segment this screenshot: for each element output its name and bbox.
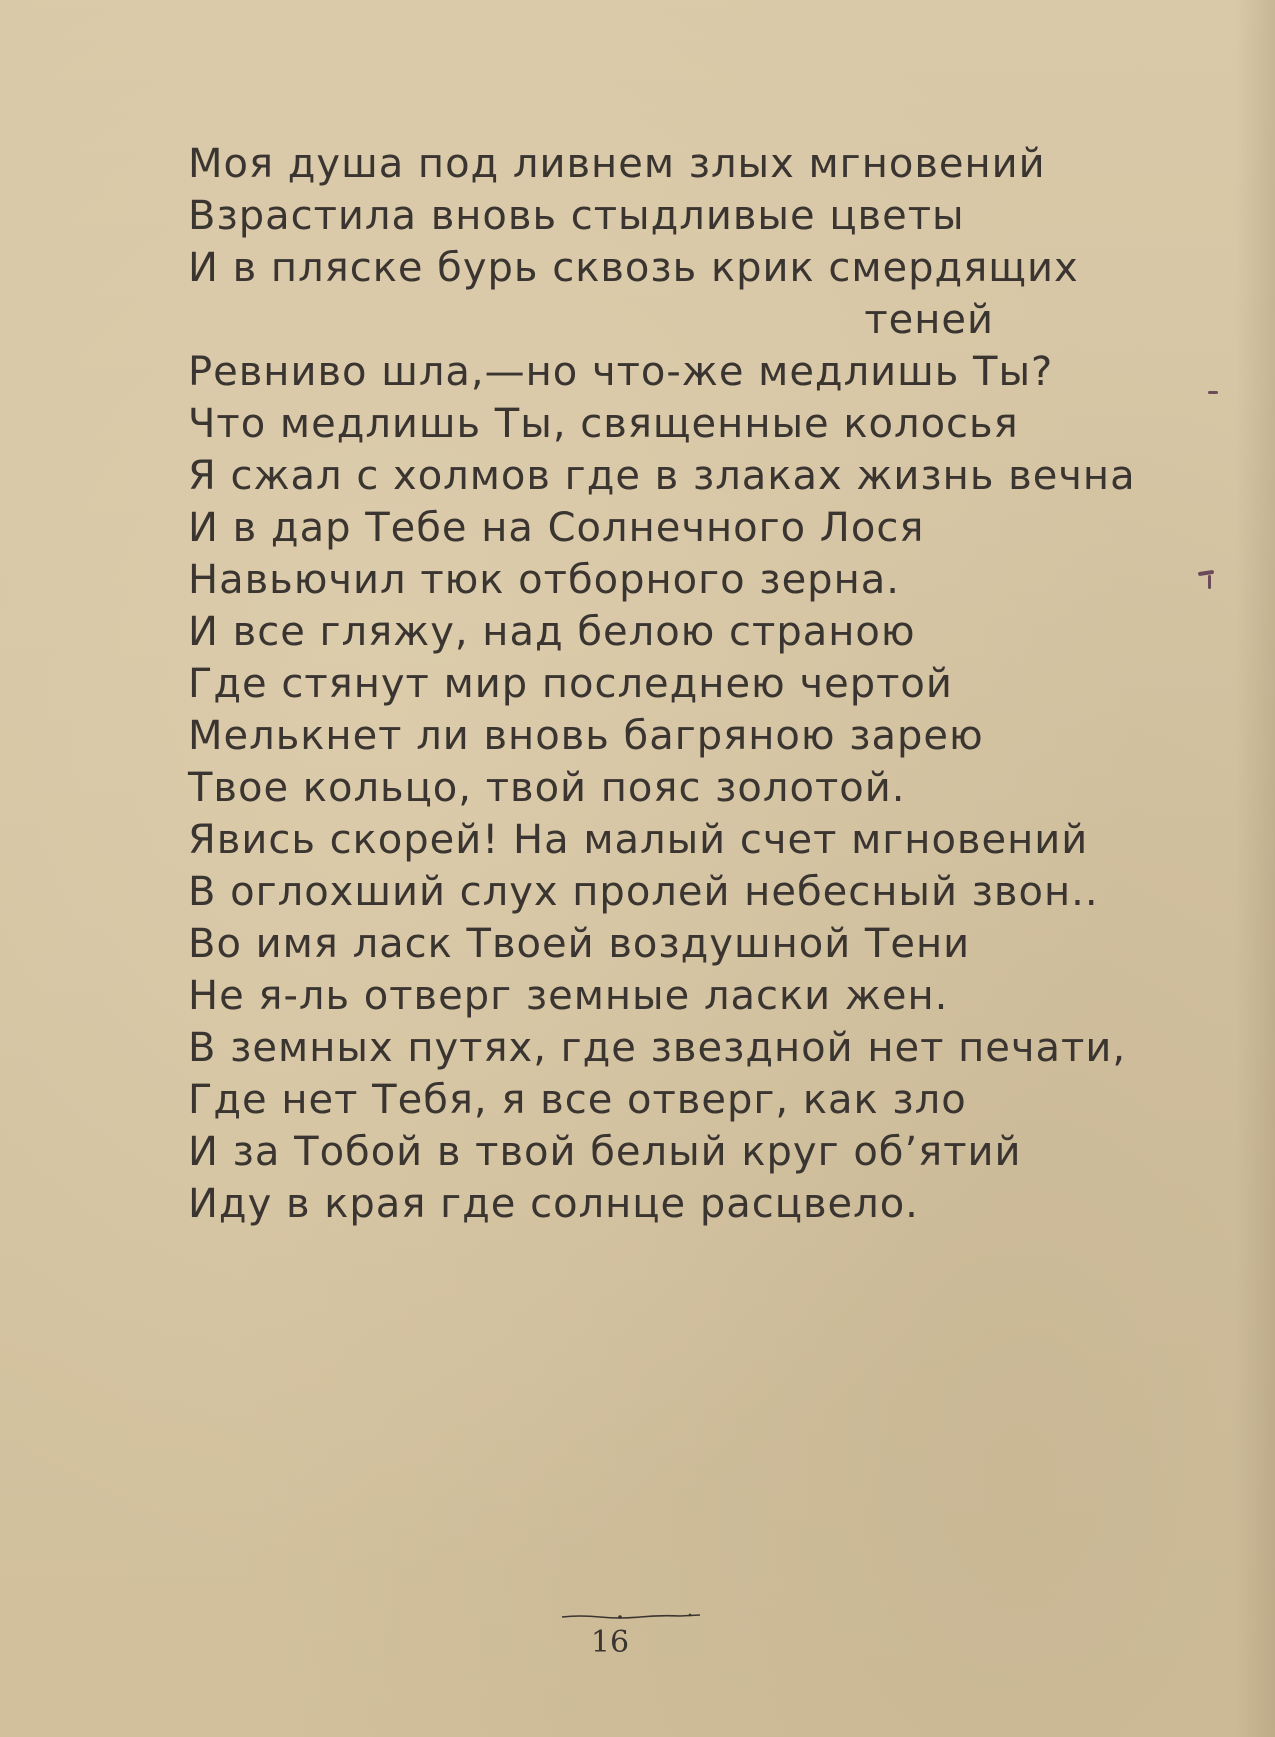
poem-line: Где стянут мир последнею чертой: [188, 661, 953, 707]
poem-line: Навьючил тюк отборного зерна.: [188, 557, 900, 603]
poem-line: Явись скорей! На малый счет мгновений: [188, 817, 1089, 863]
poem-line: Где нет Тебя, я все отверг, как зло: [188, 1077, 967, 1123]
poem-line: Взрастила вновь стыдливые цветы: [188, 193, 965, 239]
ink-speck: [1208, 575, 1211, 589]
poem-text: [188, 138, 1136, 1230]
poem-line: И в пляске бурь сквозь крик смердящих: [188, 245, 1079, 291]
poem-line: И все гляжу, над белою страною: [188, 609, 916, 655]
poem-line: Ревниво шла,—но что-же медлишь Ты?: [188, 349, 1054, 395]
poem-line: И за Тобой в твой белый круг об’ятий: [188, 1129, 1022, 1175]
poem-line: Мелькнет ли вновь багряною зарею: [188, 713, 984, 759]
poem-line: Не я-ль отверг земные ласки жен.: [188, 973, 949, 1019]
poem-line: В оглохший слух пролей небесный звон..: [188, 869, 1099, 915]
poem-line: И в дар Тебе на Солнечного Лося: [188, 505, 925, 551]
page-number: 16: [590, 1625, 630, 1660]
ink-speck: [1208, 391, 1218, 394]
poem-line: В земных путях, где звездной нет печати,: [188, 1025, 1127, 1071]
poem-line-continuation: теней: [864, 297, 994, 343]
poem-line: Твое кольцо, твой пояс золотой.: [188, 765, 906, 811]
poem-line: Во имя ласк Твоей воздушной Тени: [188, 921, 971, 967]
page-edge-shadow: [1235, 0, 1275, 1737]
ink-speck: [1198, 570, 1214, 576]
poem-line: Что медлишь Ты, священные колосья: [188, 401, 1019, 447]
poem-line: Моя душа под ливнем злых мгновений: [188, 141, 1046, 187]
poem-line: Иду в края где солнце расцвело.: [188, 1181, 919, 1227]
page-ornament: [560, 1611, 710, 1623]
poem-line: Я сжал с холмов где в злаках жизнь вечна: [188, 453, 1136, 499]
